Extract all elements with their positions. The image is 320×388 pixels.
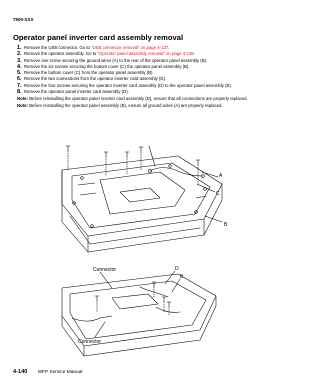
step-number: 5. [17, 70, 22, 76]
note-label: Note: [17, 96, 28, 101]
cross-reference-link[interactable]: “USB connector removal” on page 4-137 [91, 45, 169, 50]
step-text: Remove the operator panel inverter card assembly (D). [24, 88, 129, 94]
step-text: Remove the two connections from the operator inverter card assembly (D). [24, 76, 167, 82]
step-number: 8. [17, 88, 22, 95]
screw-group-lower [95, 282, 171, 316]
callout-c: C [216, 191, 220, 197]
callout-b-bottom: B [180, 274, 184, 280]
step-number: 7. [17, 82, 22, 89]
note-label: Note: [17, 103, 28, 109]
step-text: Remove the bottom cover (C) from the operator panel assembly (B). [24, 70, 154, 75]
callout-d: D [175, 266, 179, 272]
step-text: Remove one screw securing the ground wires (A) to the rear of the operator panel assembly (B). [24, 57, 208, 63]
manual-title: MFP Service Manual [38, 369, 83, 375]
step-text: Remove the USB connector. Go to “USB connector removal” on page 4-137. [24, 45, 170, 50]
step-number: 4. [17, 63, 22, 70]
step-number: 1. [17, 45, 22, 51]
step-text: Remove the six screws securing the bottom cover (C) the operator panel assembly (B). [24, 63, 190, 69]
connector-label-top: Connector [93, 267, 117, 273]
step-number: 3. [17, 57, 22, 64]
note-text: Before reinstalling the operator panel inverter card assembly (D), ensure that all connections are properly replaced. [29, 96, 248, 101]
note-text: Before reinstalling the operator panel assembly (B), ensure all ground wires (A) are properly replaced. [29, 103, 223, 109]
step-text: Remove the operator assembly. Go to “Operator panel assembly removal” on page 4-138. [24, 51, 195, 57]
model-header: 7500-XXX [13, 17, 34, 22]
callout-a: A [219, 173, 223, 179]
callout-b-top: B [224, 222, 228, 228]
step-number: 2. [17, 51, 22, 58]
step-text: Remove the four screws securing the operator inverter card assembly (D) to the operator panel assembly (B). [24, 82, 233, 88]
screw-group-upper [66, 146, 200, 184]
cross-reference-link[interactable]: “Operator panel assembly removal” on page 4-138 [97, 51, 194, 57]
step-number: 6. [17, 76, 22, 83]
section-title: Operator panel inverter card assembly removal [13, 33, 184, 42]
page-number: 4-140 [13, 369, 28, 375]
connector-label-bottom: Connector [78, 339, 102, 345]
